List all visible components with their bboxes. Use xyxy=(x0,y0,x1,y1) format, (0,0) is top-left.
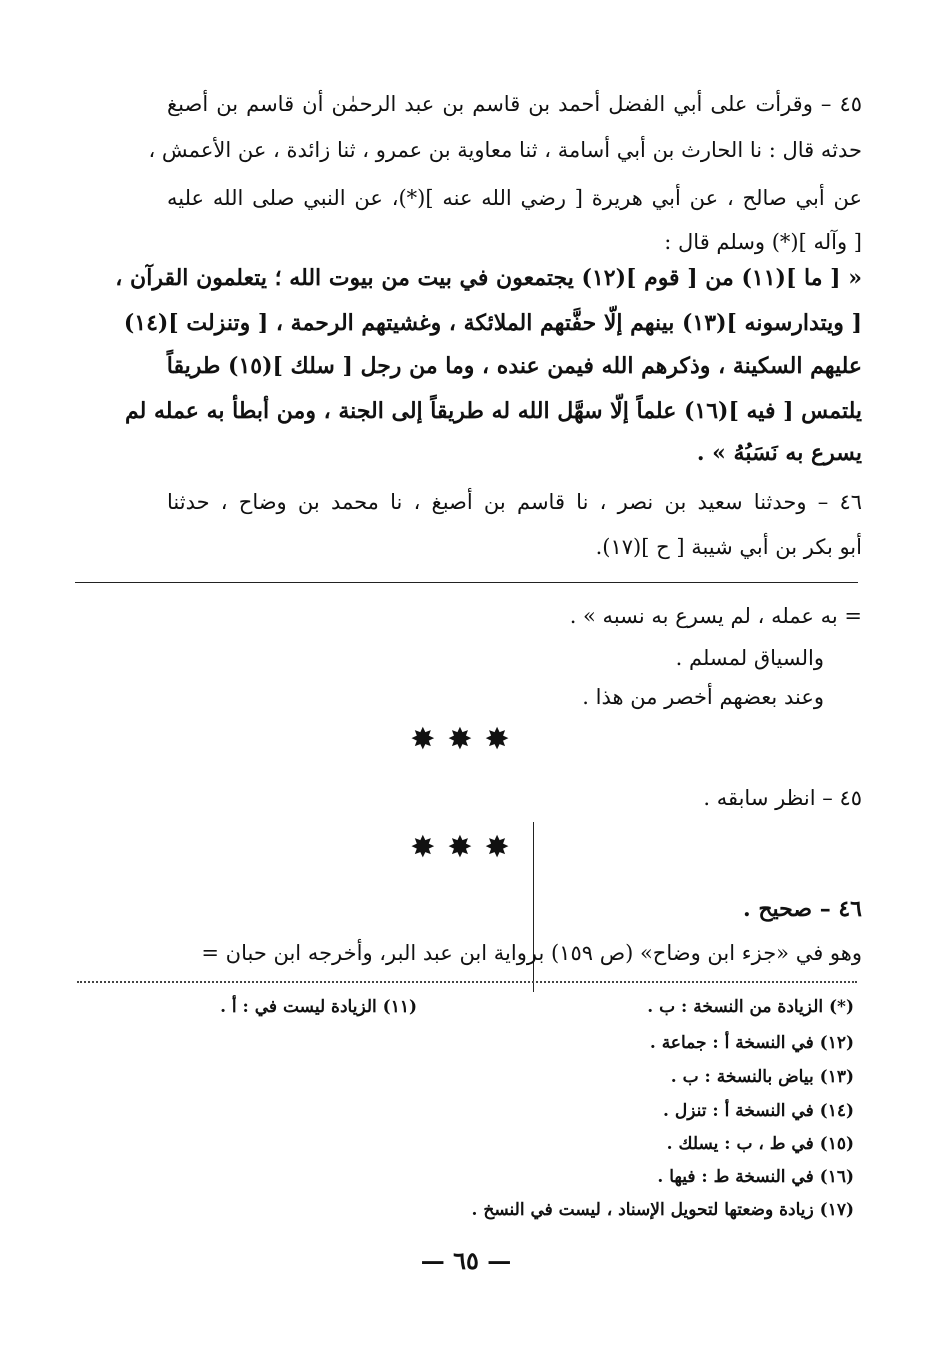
commentary-line: وهو في «جزء ابن وضاح» (ص ١٥٩) برواية ابن عبد البر، وأخرجه ابن حبان = xyxy=(201,941,862,965)
footnote: (*) الزيادة من النسخة : ب . xyxy=(647,997,854,1017)
footnote: (١٤) في النسخة أ : تنزل . xyxy=(663,1101,854,1121)
star-divider: ✸✸✸ xyxy=(410,830,522,865)
commentary-line: ٤٥ – انظر سابقه . xyxy=(703,786,862,810)
page-number: — ٦٥ — xyxy=(420,1246,512,1275)
text-line: ٤٦ – وحدثنا سعيد بن نصر ، نا قاسم بن أصبغ ، نا محمد بن وضاح ، حدثنا xyxy=(167,490,862,514)
footnote: (١٦) في النسخة ط : فيها . xyxy=(657,1167,854,1187)
footnote: (١٥) في ط ، ب : يسلك . xyxy=(666,1134,854,1154)
footnote: (١٣) بياض بالنسخة : ب . xyxy=(670,1067,854,1087)
text-line: عن أبي صالح ، عن أبي هريرة [ رضي الله عنه ](*)، عن النبي صلى الله عليه xyxy=(167,186,862,210)
footnote: (١١) الزيادة ليست في : أ . xyxy=(220,997,417,1017)
footnote: (١٧) زيادة وضعتها لتحويل الإسناد ، ليست في النسخ . xyxy=(471,1200,854,1220)
hadith-line: يلتمس [ فيه ](١٦) علماً إلّا سهَّل الله له طريقاً إلى الجنة ، ومن أبطأ به عمله لم xyxy=(125,398,862,424)
text-line: ٤٥ – وقرأت على أبي الفضل أحمد بن قاسم بن عبد الرحمٰن أن قاسم بن أصبغ xyxy=(167,92,862,116)
text-line: أبو بكر بن أبي شيبة [ ح ](١٧). xyxy=(595,535,862,559)
hadith-line: عليهم السكينة ، وذكرهم الله فيمن عنده ، وما من رجل [ سلك ](١٥) طريقاً xyxy=(166,353,862,379)
separator-rule xyxy=(75,582,858,583)
footnote-separator xyxy=(77,981,857,983)
commentary-line: = به عمله ، لم يسرع به نسبه » . xyxy=(569,604,862,628)
star-divider: ✸✸✸ xyxy=(410,722,522,757)
commentary-heading: ٤٦ – صحيح . xyxy=(743,896,862,922)
commentary-line: وعند بعضهم أخصر من هذا . xyxy=(582,685,824,709)
hadith-line: يسرع به نَسَبُهُ » . xyxy=(696,440,862,466)
text-line: [ وآله ](*) وسلم قال : xyxy=(664,230,862,254)
hadith-line: [ ويتدارسونه ](١٣) بينهم إلّا حفَّتهم الملائكة ، وغشيتهم الرحمة ، [ وتنزلت ](١٤) xyxy=(123,310,862,336)
text-line: حدثه قال : نا الحارث بن أبي أسامة ، ثنا معاوية بن عمرو ، ثنا زائدة ، عن الأعمش ، xyxy=(148,138,862,162)
commentary-line: والسياق لمسلم . xyxy=(675,646,824,670)
hadith-line: « [ ما ](١١) من [ قوم ](١٢) يجتمعون في بيت من بيوت الله ؛ يتعلمون القرآن ، xyxy=(115,265,862,291)
footnote: (١٢) في النسخة أ : جماعة . xyxy=(649,1033,854,1053)
